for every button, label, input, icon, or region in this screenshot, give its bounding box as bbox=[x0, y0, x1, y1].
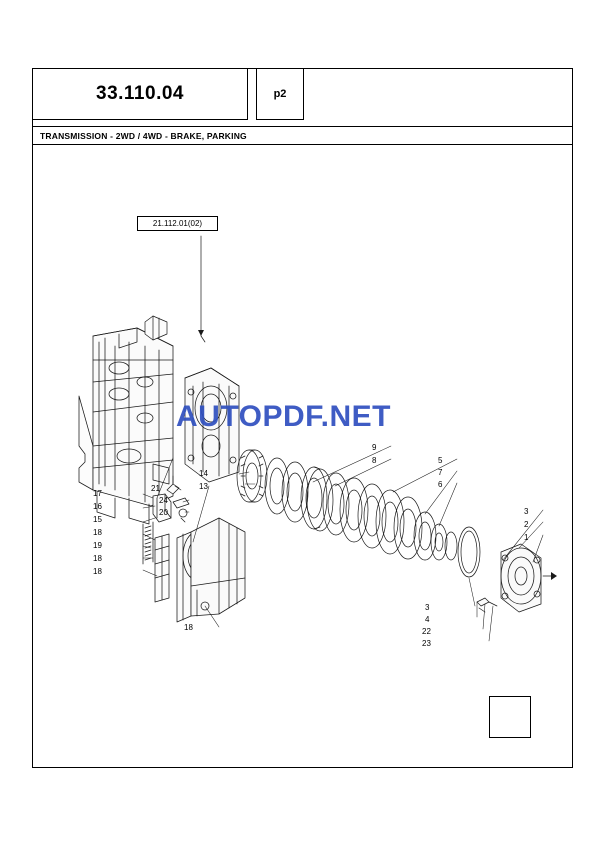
callout-18-b: 18 bbox=[93, 554, 102, 563]
callout-24: 24 bbox=[159, 496, 168, 505]
callout-6: 6 bbox=[438, 480, 443, 489]
callout-18-c: 18 bbox=[93, 567, 102, 576]
page-number: p2 bbox=[273, 88, 287, 100]
callout-22: 22 bbox=[422, 627, 431, 636]
callout-17: 17 bbox=[93, 489, 102, 498]
callout-23: 23 bbox=[422, 639, 431, 648]
section-title: TRANSMISSION - 2WD / 4WD - BRAKE, PARKING bbox=[40, 130, 247, 141]
callout-9: 9 bbox=[372, 443, 377, 452]
drawing-symbol-box bbox=[489, 696, 531, 738]
section-title-bar bbox=[32, 126, 573, 145]
callout-7: 7 bbox=[438, 468, 443, 477]
callout-1: 1 bbox=[524, 533, 529, 542]
callout-3-a: 3 bbox=[524, 507, 529, 516]
callout-19: 19 bbox=[93, 541, 102, 550]
reference-callout-box bbox=[137, 216, 218, 231]
callout-18-a: 18 bbox=[93, 528, 102, 537]
callout-8: 8 bbox=[372, 456, 377, 465]
callout-2: 2 bbox=[524, 520, 529, 529]
callout-5: 5 bbox=[438, 456, 443, 465]
callout-15: 15 bbox=[93, 515, 102, 524]
reference-callout-label: 21.112.01(02) bbox=[152, 219, 203, 228]
callout-14: 14 bbox=[199, 469, 208, 478]
callout-13: 13 bbox=[199, 482, 208, 491]
section-code-box bbox=[32, 68, 248, 120]
callout-20: 20 bbox=[159, 508, 168, 517]
exploded-parts-diagram bbox=[33, 146, 572, 767]
watermark: AUTOPDF.NET bbox=[176, 400, 391, 433]
page-number-box bbox=[256, 68, 304, 120]
callout-3-b: 3 bbox=[425, 603, 430, 612]
callout-21: 21 bbox=[151, 484, 160, 493]
callout-4: 4 bbox=[425, 615, 430, 624]
callout-18-d: 18 bbox=[184, 623, 193, 632]
section-code: 33.110.04 bbox=[96, 83, 184, 104]
callout-16: 16 bbox=[93, 502, 102, 511]
